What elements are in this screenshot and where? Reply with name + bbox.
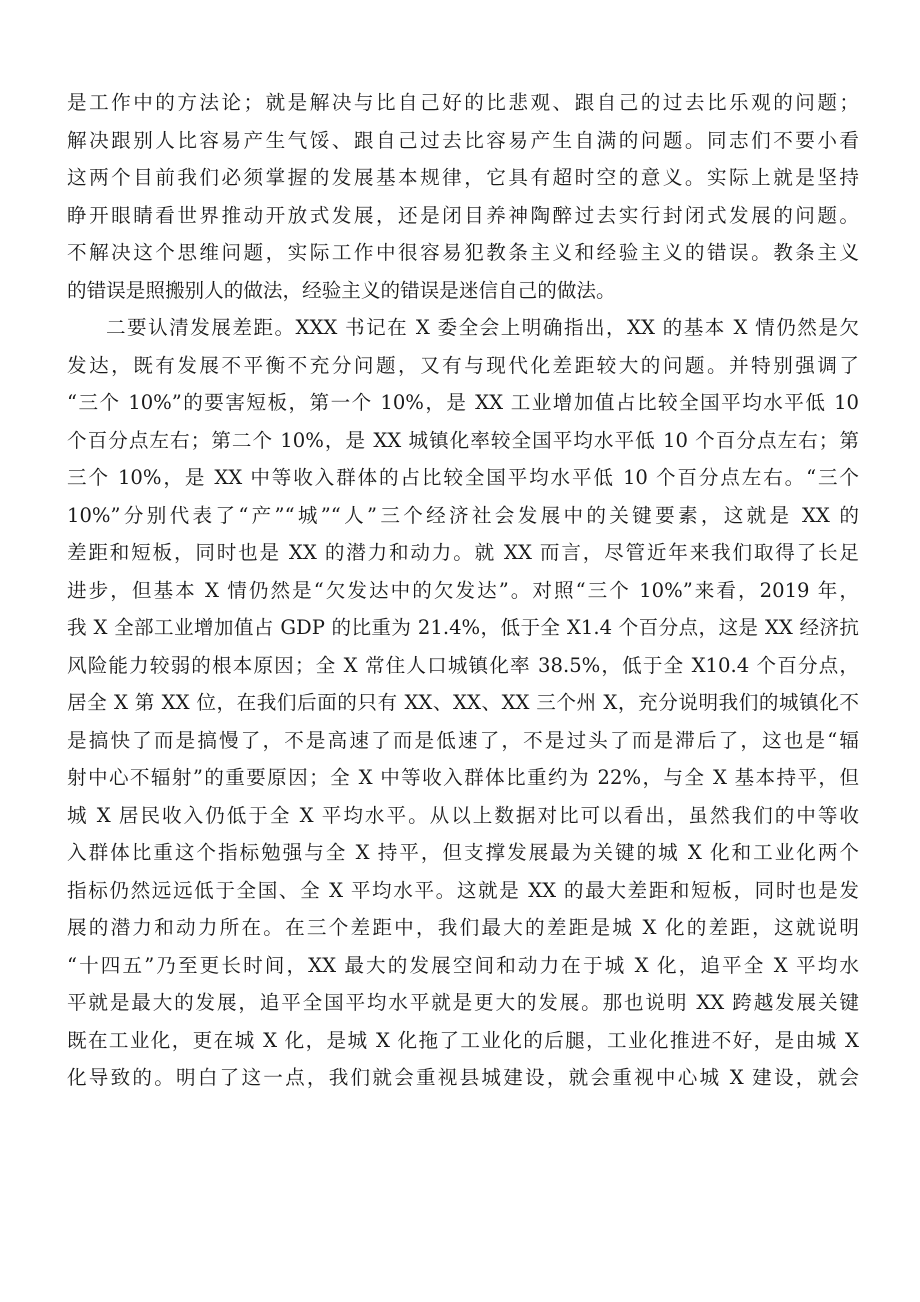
text-line: 差距和短板，同时也是 XX 的潜力和动力。就 XX 而言，尽管近年来我们取得了长足 (67, 541, 859, 564)
text-line: 我 X 全部工业增加值占 GDP 的比重为 21.4%，低于全 X1.4 个百分点，这是 XX 经济抗 (67, 616, 859, 639)
text-line: 城 X 居民收入仍低于全 X 平均水平。从以上数据对比可以看出，虽然我们的中等收 (67, 803, 859, 827)
text-line: 不解决这个思维问题，实际工作中很容易犯教条主义和经验主义的错误。教条主义 (67, 241, 859, 264)
text-line: 解决跟别人比容易产生气馁、跟自己过去比容易产生自满的问题。同志们不要小看 (67, 128, 859, 152)
text-line: 是工作中的方法论；就是解决与比自己好的比悲观、跟自己的过去比乐观的问题； (67, 91, 859, 114)
text-line: 化导致的。明白了这一点，我们就会重视县城建设，就会重视中心城 X 建设，就会 (67, 1066, 859, 1089)
text-line: 指标仍然远远低于全国、全 X 平均水平。这就是 XX 的最大差距和短板，同时也是发 (67, 878, 859, 902)
text-line: 这两个目前我们必须掌握的发展基本规律，它具有超时空的意义。实际上就是坚持 (67, 166, 859, 189)
text-line: 是搞快了而是搞慢了，不是高速了而是低速了，不是过头了而是滞后了，这也是“辐 (67, 728, 859, 752)
text-line: 射中心不辐射”的重要原因；全 X 中等收入群体比重约为 22%，与全 X 基本持平，但 (67, 766, 859, 789)
text-line: 二要认清发展差距。XXX 书记在 X 委全会上明确指出，XX 的基本 X 情仍然是欠 (106, 316, 859, 339)
text-line: 睁开眼睛看世界推动开放式发展，还是闭目养神陶醉过去实行封闭式发展的问题。 (67, 203, 859, 227)
paragraph-development-gap (67, 309, 859, 1097)
text-line: 既在工业化，更在城 X 化，是城 X 化拖了工业化的后腿，工业化推进不好，是由城 X (67, 1028, 859, 1052)
text-line: 居全 X 第 XX 位，在我们后面的只有 XX、XX、XX 三个州 X，充分说明我们的城镇化不 (67, 691, 859, 714)
text-line: 入群体比重这个指标勉强与全 X 持平，但支撑发展最为关键的城 X 化和工业化两个 (67, 841, 859, 864)
text-line: 平就是最大的发展，追平全国平均水平就是更大的发展。那也说明 XX 跨越发展关键 (67, 991, 859, 1014)
text-line: 发达，既有发展不平衡不充分问题，又有与现代化差距较大的问题。并特别强调了 (67, 353, 859, 377)
text-line: “十四五”乃至更长时间，XX 最大的发展空间和动力在于城 X 化，追平全 X 平均水 (67, 953, 859, 977)
text-line: “三个 10%”的要害短板，第一个 10%，是 XX 工业增加值占比较全国平均水平低 10 (67, 391, 859, 414)
document-page (67, 84, 859, 1097)
paragraph-methodology (67, 84, 859, 309)
text-line: 进步，但基本 X 情仍然是“欠发达中的欠发达”。对照“三个 10%”来看，2019 年， (67, 578, 859, 602)
text-line: 个百分点左右；第二个 10%，是 XX 城镇化率较全国平均水平低 10 个百分点左右；第 (67, 428, 859, 452)
text-line: 展的潜力和动力所在。在三个差距中，我们最大的差距是城 X 化的差距，这就说明 (67, 916, 859, 939)
text-line: 风险能力较弱的根本原因；全 X 常住人口城镇化率 38.5%，低于全 X10.4 个百分点， (67, 653, 859, 677)
text-line: 10%”分别代表了“产”“城”“人”三个经济社会发展中的关键要素，这就是 XX 的 (67, 503, 859, 527)
text-line: 三个 10%，是 XX 中等收入群体的占比较全国平均水平低 10 个百分点左右。“三个 (67, 466, 859, 489)
text-line: 的错误是照搬别人的做法，经验主义的错误是迷信自己的做法。 (67, 278, 616, 302)
